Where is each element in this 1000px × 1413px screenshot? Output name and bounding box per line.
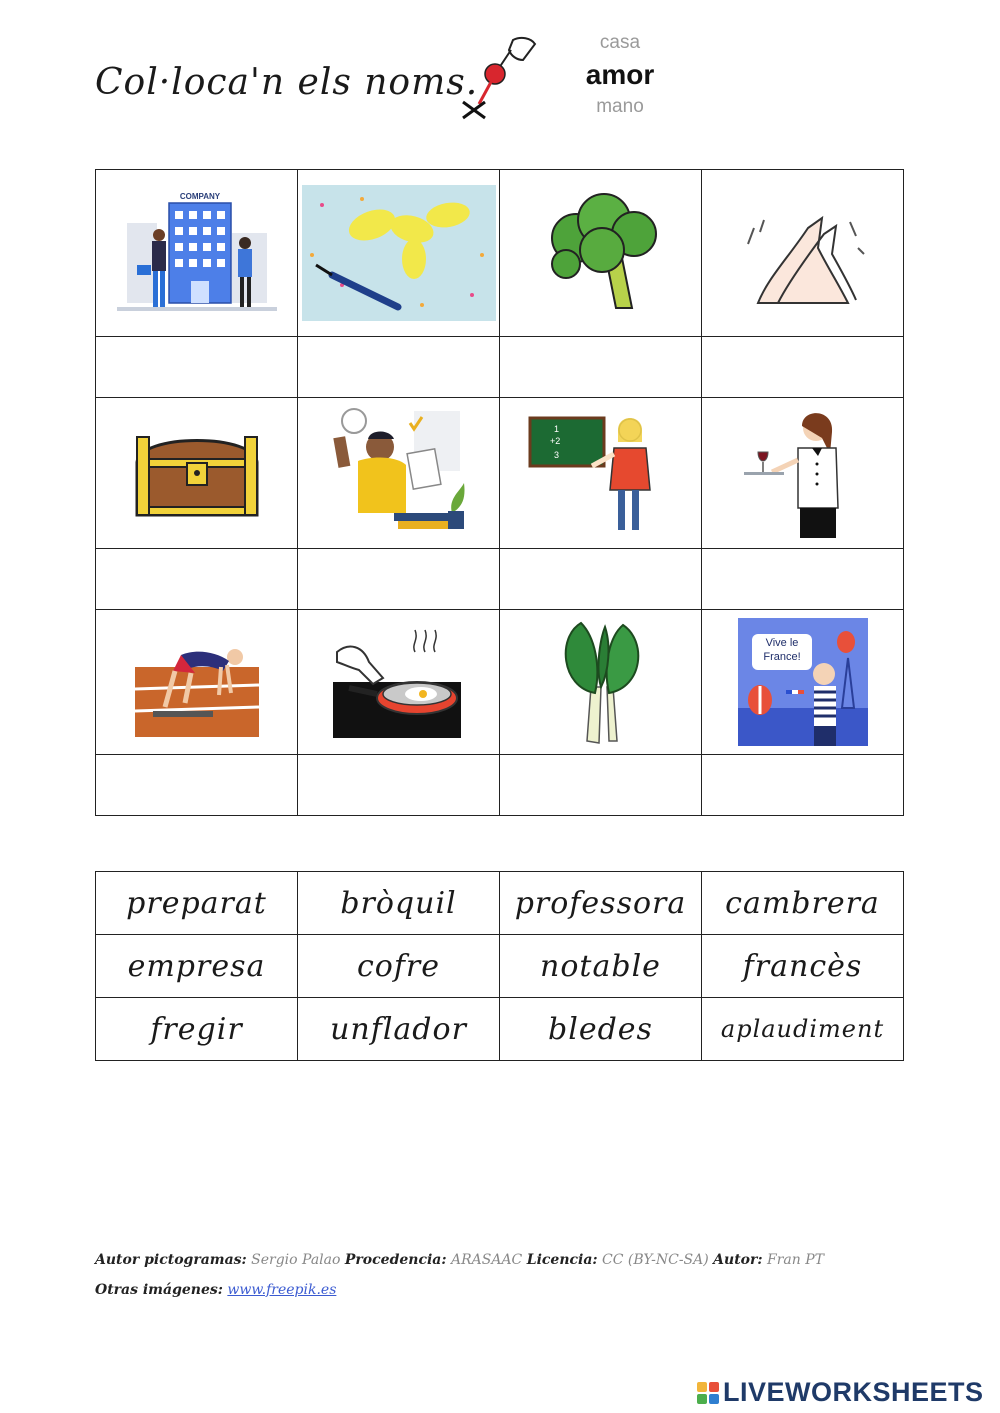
picture-cell — [298, 398, 500, 549]
answer-slot[interactable] — [500, 549, 702, 610]
credit-label: Autor pictogramas: — [95, 1252, 247, 1268]
credit-label: Licencia: — [526, 1252, 598, 1268]
freepik-link[interactable]: www.freepik.es — [227, 1282, 337, 1298]
credit-label: Autor: — [713, 1252, 763, 1268]
credits — [95, 1252, 824, 1298]
credits-line — [95, 1252, 824, 1268]
picture-row — [96, 398, 904, 549]
picture-row — [96, 170, 904, 337]
credit-value: CC (BY-NC-SA) — [602, 1252, 709, 1268]
treasure-chest-picture — [127, 423, 267, 523]
word-bank-row — [96, 998, 904, 1061]
word-card[interactable]: professora — [500, 872, 702, 935]
blackboard-line-2: +2 — [549, 436, 560, 446]
answer-slot[interactable] — [500, 755, 702, 816]
word-card[interactable]: preparat — [96, 872, 298, 935]
word-card[interactable]: cofre — [298, 935, 500, 998]
credit-value: Sergio Palao — [251, 1252, 341, 1268]
brand-square — [697, 1394, 707, 1404]
picture-cell — [702, 398, 904, 549]
student-with-notes-picture — [324, 403, 474, 543]
answer-slot[interactable] — [298, 549, 500, 610]
blackboard-line-3: 3 — [553, 450, 559, 460]
word-card[interactable]: cambrera — [702, 872, 904, 935]
credit-label: Otras imágenes: — [95, 1282, 223, 1298]
company-building-picture — [117, 183, 277, 323]
brand-name: LIVEWORKSHEETS — [723, 1377, 984, 1407]
sample-word-cards — [560, 30, 680, 120]
sample-word-top: casa — [599, 32, 641, 53]
word-bank-row — [96, 935, 904, 998]
clapping-hands-picture — [738, 188, 868, 318]
building-sign: COMPANY — [179, 192, 220, 201]
picture-cell — [500, 398, 702, 549]
answer-slot[interactable] — [96, 337, 298, 398]
worksheet-title: Col·loca'n els noms. — [95, 62, 479, 103]
picture-row — [96, 610, 904, 755]
brand-mark-icon — [697, 1382, 719, 1404]
waitress-with-wine-picture — [738, 408, 868, 538]
speech-bubble-text: Vive le France! — [762, 637, 801, 663]
vive-la-france-picture — [738, 618, 868, 746]
word-bank — [95, 871, 904, 1061]
word-card[interactable]: bledes — [500, 998, 702, 1061]
answer-row — [96, 337, 904, 398]
picture-cell — [500, 170, 702, 337]
balloon-pump-picture — [302, 185, 496, 321]
answer-row — [96, 755, 904, 816]
word-card[interactable]: aplaudiment — [702, 998, 904, 1061]
sample-word-selected: amor — [585, 59, 655, 90]
answer-slot[interactable] — [702, 755, 904, 816]
word-card[interactable]: unflador — [298, 998, 500, 1061]
answer-slot[interactable] — [298, 755, 500, 816]
picture-cell — [96, 170, 298, 337]
answer-row — [96, 549, 904, 610]
picture-cell — [702, 170, 904, 337]
word-card[interactable]: fregir — [96, 998, 298, 1061]
liveworksheets-logo[interactable] — [697, 1377, 984, 1408]
word-card[interactable]: francès — [702, 935, 904, 998]
word-card[interactable]: bròquil — [298, 872, 500, 935]
drag-pointer-icon — [455, 30, 550, 125]
picture-cell — [96, 398, 298, 549]
answer-slot[interactable] — [702, 337, 904, 398]
answer-slot[interactable] — [500, 337, 702, 398]
brand-square — [697, 1382, 707, 1392]
picture-cell — [702, 610, 904, 755]
answer-slot[interactable] — [96, 549, 298, 610]
answer-slot[interactable] — [298, 337, 500, 398]
teacher-at-blackboard-picture — [526, 408, 676, 538]
frying-egg-picture — [329, 622, 469, 742]
picture-cell — [298, 170, 500, 337]
chard-picture — [551, 617, 651, 747]
answer-slot[interactable] — [96, 755, 298, 816]
blackboard-line-1: 1 — [553, 424, 559, 434]
picture-cell — [500, 610, 702, 755]
credit-label: Procedencia: — [344, 1252, 447, 1268]
broccoli-picture — [536, 188, 666, 318]
brand-square — [709, 1382, 719, 1392]
word-card[interactable]: notable — [500, 935, 702, 998]
credit-value: Fran PT — [767, 1252, 824, 1268]
credit-value: ARASAAC — [450, 1252, 523, 1268]
brand-square — [709, 1394, 719, 1404]
picture-cell — [298, 610, 500, 755]
answer-slot[interactable] — [702, 549, 904, 610]
picture-cell — [96, 610, 298, 755]
picture-grid — [95, 169, 904, 816]
word-card[interactable]: empresa — [96, 935, 298, 998]
word-bank-row — [96, 872, 904, 935]
sample-word-bottom: mano — [596, 96, 644, 117]
runner-starting-block-picture — [135, 627, 259, 737]
credits-line — [95, 1282, 824, 1298]
